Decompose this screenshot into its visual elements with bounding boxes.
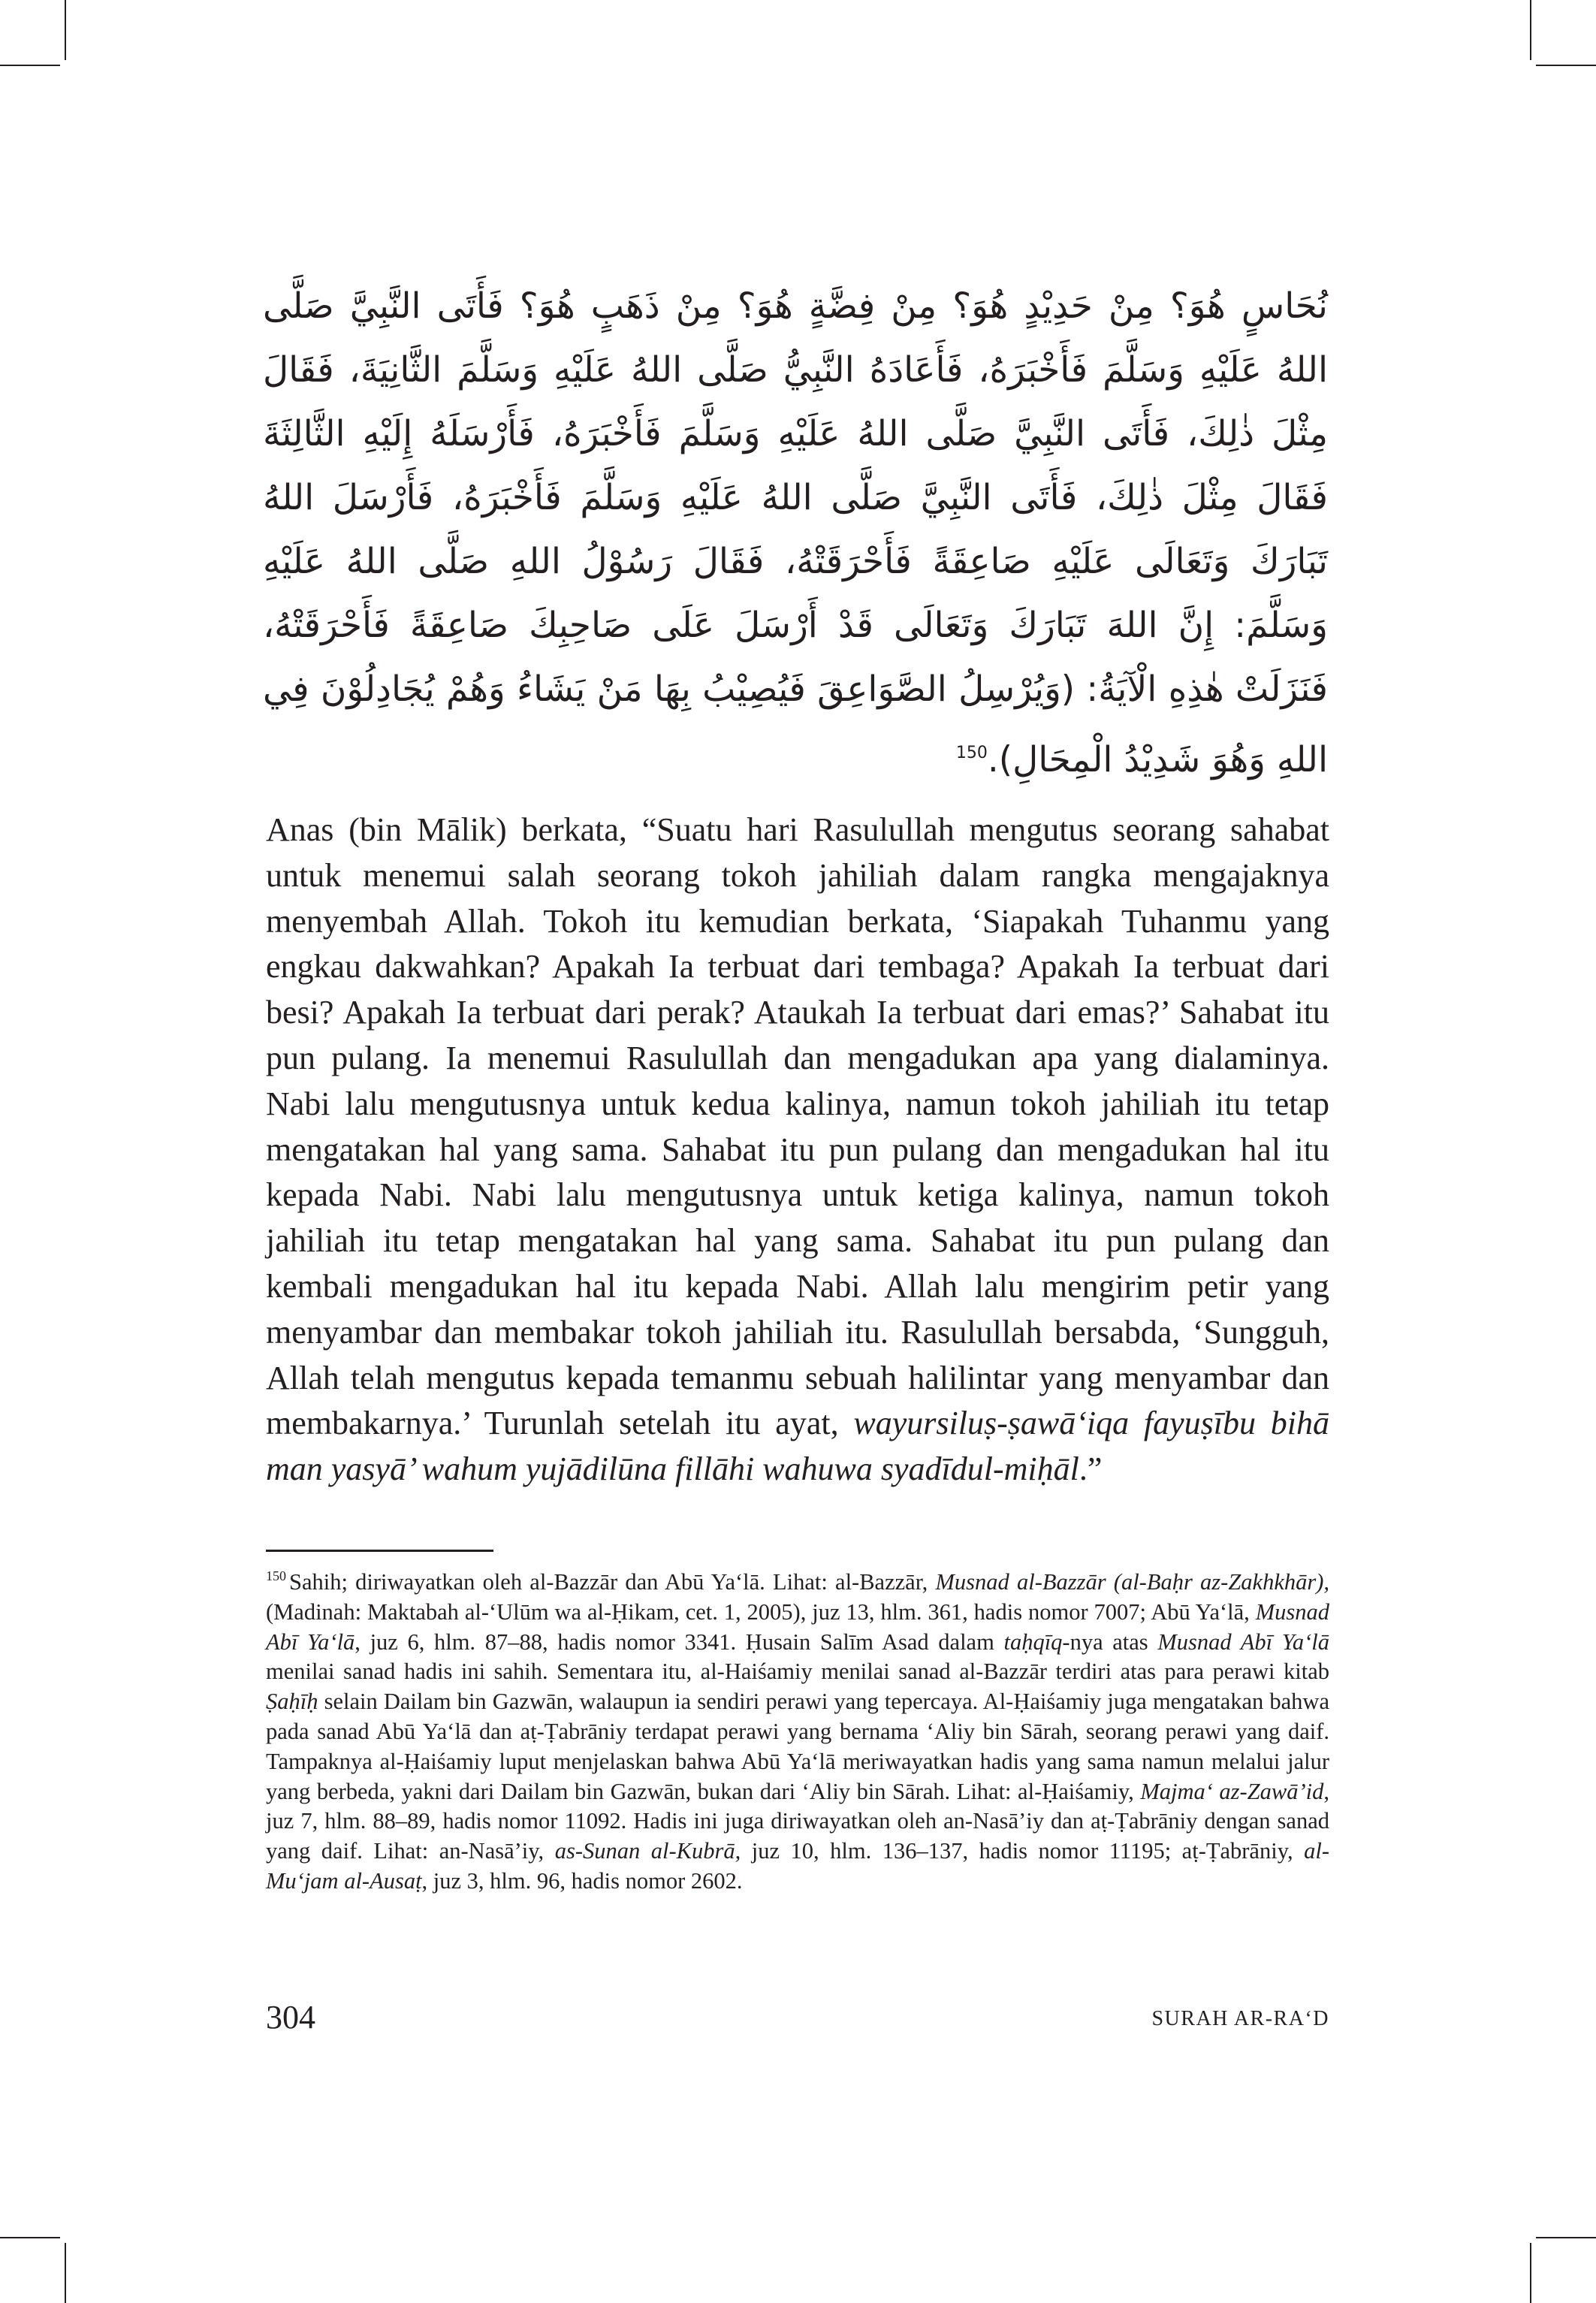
transliterated-verse: wayursiluṣ-ṣawā‘iqa fayuṣību bihā man yasyā’ wahum yujādilūna fillāhi wahuwa syadīdul-miḥāl bbox=[266, 1405, 1329, 1488]
running-header: SURAH AR-RA‘D bbox=[1151, 2007, 1329, 2030]
footnote-citation-title: Ṣaḥīḥ bbox=[266, 1689, 318, 1715]
footnote-number: 150 bbox=[266, 1568, 286, 1583]
translation-paragraph bbox=[266, 807, 1329, 1493]
footnote-text: selain Dailam bin Gazwān, walaupun ia sendiri perawi yang tepercaya. Al-Ḥaiśamiy juga mengatakan bahwa pada sanad Abū Ya‘lā dan aṭ-Ṭabrāniy terdapat perawi yang bernama ‘Aliy bin Sārah, seorang perawi yang daif. Tampaknya al-Ḥaiśamiy luput menjelaskan bahwa Abū Ya‘lā meriwayatkan hadis yang sama namun melalui jalur yang berbeda, yakni dari Dailam bin Gazwān, bukan dari ‘Aliy bin Sārah. Lihat: al-Ḥaiśamiy, bbox=[266, 1689, 1329, 1804]
footnote-separator bbox=[266, 1550, 493, 1552]
footnote-text: menilai sanad hadis ini sahih. Sementara itu, al-Haiśamiy menilai sanad al-Bazzār terdiri atas para perawi kitab bbox=[266, 1659, 1329, 1685]
arabic-hadith-text bbox=[263, 274, 1328, 792]
footnote-text: , juz 6, hlm. 87–88, hadis nomor 3341. Ḥusain Salīm Asad dalam bbox=[354, 1628, 1004, 1655]
footnote-text: Sahih; diriwayatkan oleh al-Bazzār dan Abū Ya‘lā. Lihat: al-Bazzār, bbox=[289, 1569, 936, 1595]
crop-mark-bottom-right bbox=[1530, 2243, 1531, 2303]
footnote-text: juz 10, hlm. 136–137, hadis nomor 11195; aṭ-Ṭabrāniy, bbox=[741, 1838, 1305, 1864]
crop-mark-top-right-h bbox=[1536, 65, 1596, 66]
footnote-text: (Madinah: Maktabah al-‘Ulūm wa al-Ḥikam, cet. 1, 2005), juz 13, hlm. 361, hadis nomor 7007; Abū Ya‘lā, bbox=[266, 1598, 1256, 1625]
crop-mark-top-right bbox=[1530, 0, 1531, 60]
footnote-text: , juz 3, hlm. 96, hadis nomor 2602. bbox=[421, 1867, 743, 1894]
page-number: 304 bbox=[266, 1999, 315, 2036]
footnote bbox=[266, 1562, 1329, 1897]
crop-mark-bottom-right-h bbox=[1536, 2237, 1596, 2238]
crop-mark-bottom-left-h bbox=[0, 2237, 60, 2238]
footnote-text: , juz 7, hlm. 88–89, hadis nomor 11092. Hadis ini juga diriwayatkan oleh an-Nasā’iy dan aṭ-Ṭabrāniy dengan sanad yang daif. Lihat: an-Nasā’iy, bbox=[266, 1778, 1329, 1864]
footnote-citation-title: Musnad al-Bazzār (al-Baḥr az-Zakhkhār), bbox=[935, 1569, 1330, 1595]
footnote-citation-title: Majma‘ az-Zawā’id bbox=[1140, 1778, 1324, 1804]
footnote-citation-title: Musnad Abī Ya‘lā bbox=[266, 1598, 1329, 1655]
arabic-text: نُحَاسٍ هُوَ؟ مِنْ حَدِيْدٍ هُوَ؟ مِنْ فِضَّةٍ هُوَ؟ مِنْ ذَهَبٍ هُوَ؟ فَأَتَى النَّبِيَّ صَلَّى اللهُ عَلَيْهِ وَسَلَّمَ فَأَخْبَرَهُ، فَأَعَادَهُ النَّبِيُّ صَلَّى اللهُ عَلَيْهِ وَسَلَّمَ الثَّانِيَةَ، فَقَالَ مِثْلَ ذٰلِكَ، فَأَتَى النَّبِيَّ صَلَّى اللهُ عَلَيْهِ وَسَلَّمَ فَأَخْبَرَهُ، فَأَرْسَلَهُ إِلَيْهِ الثَّالِثَةَ فَقَالَ مِثْلَ ذٰلِكَ، فَأَتَى النَّبِيَّ صَلَّى اللهُ عَلَيْهِ وَسَلَّمَ فَأَخْبَرَهُ، فَأَرْسَلَ اللهُ تَبَارَكَ وَتَعَالَى عَلَيْهِ صَاعِقَةً فَأَحْرَقَتْهُ، فَقَالَ رَسُوْلُ اللهِ صَلَّى اللهُ عَلَيْهِ وَسَلَّمَ: إِنَّ اللهَ تَبَارَكَ وَتَعَالَى قَدْ أَرْسَلَ عَلَى صَاحِبِكَ صَاعِقَةً فَأَحْرَقَتْهُ، فَنَزَلَتْ هٰذِهِ الْآيَةُ: (وَيُرْسِلُ الصَّوَاعِقَ فَيُصِيْبُ بِهَا مَنْ يَشَاءُ وَهُمْ يُجَادِلُوْنَ فِي اللهِ وَهُوَ شَدِيْدُ الْمِحَالِ). bbox=[263, 285, 1328, 780]
footnote-citation-title: Musnad Abī Ya‘lā bbox=[1157, 1628, 1329, 1655]
footnote-citation-title: as-Sunan al-Kubrā, bbox=[554, 1838, 741, 1864]
crop-mark-bottom-left bbox=[65, 2243, 66, 2303]
translation-text: Anas (bin Mālik) berkata, “Suatu hari Rasulullah mengutus seorang sahabat untuk menemui salah seorang tokoh jahiliah dalam rangka mengajaknya menyembah Allah. Tokoh itu kemudian berkata, ‘Siapakah Tuhanmu yang engkau dakwahkan? Apakah Ia terbuat dari tembaga? Apakah Ia terbuat dari besi? Apakah Ia terbuat dari perak? Ataukah Ia terbuat dari emas?’ Sahabat itu pun pulang. Ia menemui Rasulullah dan mengadukan apa yang dialaminya. Nabi lalu mengutusnya untuk kedua kalinya, namun tokoh jahiliah itu tetap mengatakan hal yang sama. Sahabat itu pun pulang dan mengadukan hal itu kepada Nabi. Nabi lalu mengutusnya untuk ketiga kalinya, namun tokoh jahiliah itu tetap mengatakan hal yang sama. Sahabat itu pun pulang dan kembali mengadukan hal itu kepada Nabi. Allah lalu mengirim petir yang menyambar dan membakar tokoh jahiliah itu. Rasulullah bersabda, ‘Sungguh, Allah telah mengutus kepada temanmu sebuah halilintar yang menyambar dan membakarnya.’ Turunlah setelah itu ayat, bbox=[266, 811, 1329, 1442]
footnote-text: -nya atas bbox=[1062, 1628, 1158, 1655]
footnote-citation-title: al-Mu‘jam al-Ausaṭ bbox=[266, 1838, 1329, 1894]
translation-end: .” bbox=[1079, 1450, 1103, 1488]
footnote-reference: 150 bbox=[955, 744, 988, 762]
footnote-citation-title: taḥqīq bbox=[1003, 1628, 1063, 1655]
footnote-body bbox=[266, 1569, 1329, 1894]
crop-mark-top-left-h bbox=[0, 65, 60, 66]
crop-mark-top-left bbox=[65, 0, 66, 60]
